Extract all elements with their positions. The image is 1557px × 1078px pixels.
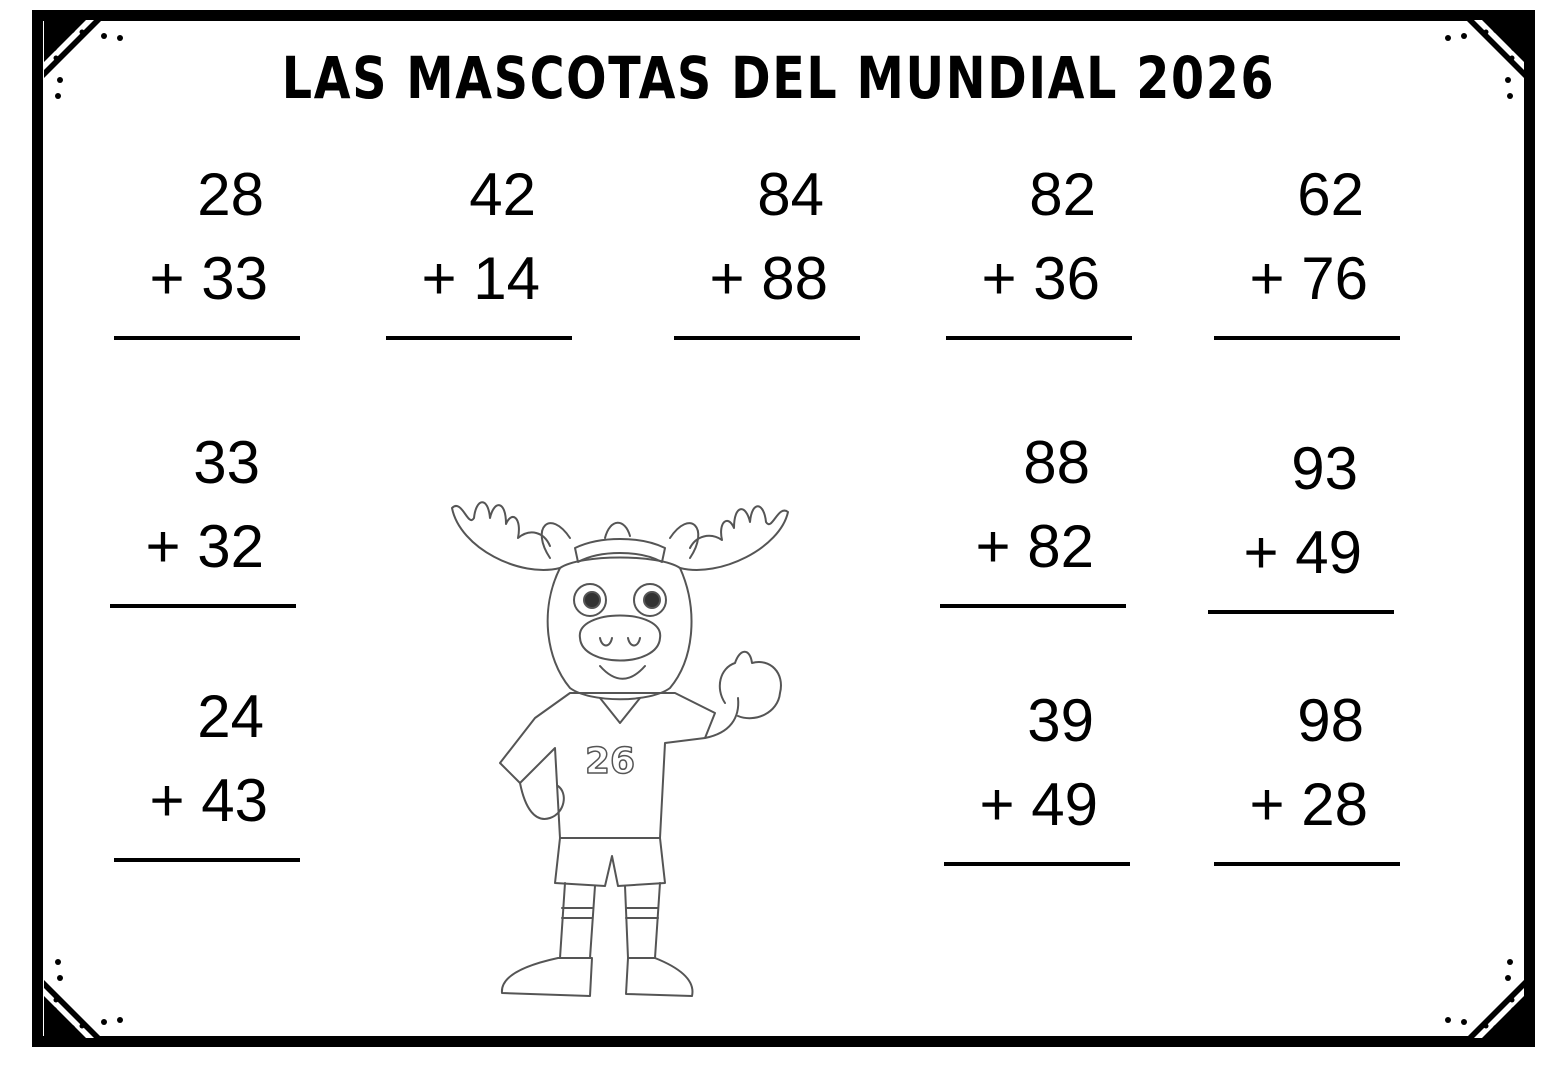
addend-top: 62 bbox=[1297, 161, 1364, 228]
addend-bottom: 14 bbox=[473, 245, 540, 312]
addition-problem bbox=[1214, 686, 1404, 886]
addend-bottom-row bbox=[976, 512, 1094, 582]
answer-line[interactable] bbox=[1208, 610, 1394, 614]
addend-bottom: 82 bbox=[1027, 513, 1094, 580]
plus-sign: + bbox=[149, 767, 185, 834]
addend-top: 33 bbox=[193, 429, 260, 496]
plus-sign: + bbox=[979, 771, 1015, 838]
addend-top: 98 bbox=[1297, 687, 1364, 754]
addition-problem bbox=[944, 686, 1134, 886]
answer-line[interactable] bbox=[940, 604, 1126, 608]
addend-bottom-row bbox=[1250, 244, 1368, 314]
plus-sign: + bbox=[421, 245, 457, 312]
addend-top: 39 bbox=[1027, 687, 1094, 754]
plus-sign: + bbox=[975, 513, 1011, 580]
plus-sign: + bbox=[1249, 771, 1285, 838]
addend-bottom-row bbox=[422, 244, 540, 314]
plus-sign: + bbox=[1249, 245, 1285, 312]
corner-ornament-bottom-left bbox=[42, 950, 132, 1040]
answer-line[interactable] bbox=[674, 336, 860, 340]
addition-problem bbox=[1208, 434, 1398, 634]
addend-top: 88 bbox=[1023, 429, 1090, 496]
plus-sign: + bbox=[1243, 519, 1279, 586]
addend-bottom: 88 bbox=[761, 245, 828, 312]
addend-bottom: 32 bbox=[197, 513, 264, 580]
addend-top: 93 bbox=[1291, 435, 1358, 502]
addend-bottom: 49 bbox=[1295, 519, 1362, 586]
addend-top: 42 bbox=[469, 161, 536, 228]
addend-bottom-row bbox=[982, 244, 1100, 314]
addition-problem bbox=[114, 160, 304, 360]
answer-line[interactable] bbox=[386, 336, 572, 340]
addition-problem bbox=[946, 160, 1136, 360]
addition-problem bbox=[674, 160, 864, 360]
addition-problem bbox=[386, 160, 576, 360]
addition-problem bbox=[114, 682, 304, 882]
addend-bottom: 28 bbox=[1301, 771, 1368, 838]
plus-sign: + bbox=[149, 245, 185, 312]
addend-top: 82 bbox=[1029, 161, 1096, 228]
plus-sign: + bbox=[981, 245, 1017, 312]
plus-sign: + bbox=[709, 245, 745, 312]
answer-line[interactable] bbox=[110, 604, 296, 608]
addend-top: 24 bbox=[197, 683, 264, 750]
addend-bottom: 49 bbox=[1031, 771, 1098, 838]
addend-bottom-row bbox=[1244, 518, 1362, 588]
addition-problem bbox=[1214, 160, 1404, 360]
addend-top: 28 bbox=[197, 161, 264, 228]
moose-mascot-illustration bbox=[440, 488, 800, 1013]
addend-top: 84 bbox=[757, 161, 824, 228]
addend-bottom-row bbox=[150, 244, 268, 314]
addend-bottom-row bbox=[146, 512, 264, 582]
worksheet-title: LAS MASCOTAS DEL MUNDIAL 2026 bbox=[281, 44, 1276, 112]
answer-line[interactable] bbox=[114, 858, 300, 862]
answer-line[interactable] bbox=[1214, 862, 1400, 866]
answer-line[interactable] bbox=[946, 336, 1132, 340]
answer-line[interactable] bbox=[944, 862, 1130, 866]
corner-ornament-top-right bbox=[1436, 18, 1526, 108]
addend-bottom-row bbox=[980, 770, 1098, 840]
plus-sign: + bbox=[145, 513, 181, 580]
addend-bottom: 33 bbox=[201, 245, 268, 312]
addend-bottom-row bbox=[1250, 770, 1368, 840]
answer-line[interactable] bbox=[114, 336, 300, 340]
answer-line[interactable] bbox=[1214, 336, 1400, 340]
addend-bottom-row bbox=[710, 244, 828, 314]
addition-problem bbox=[940, 428, 1130, 628]
addend-bottom: 43 bbox=[201, 767, 268, 834]
addition-problem bbox=[110, 428, 300, 628]
corner-ornament-bottom-right bbox=[1436, 950, 1526, 1040]
addend-bottom: 36 bbox=[1033, 245, 1100, 312]
corner-ornament-top-left bbox=[42, 18, 132, 108]
jersey-number: 26 bbox=[585, 741, 636, 782]
addend-bottom-row bbox=[150, 766, 268, 836]
addend-bottom: 76 bbox=[1301, 245, 1368, 312]
